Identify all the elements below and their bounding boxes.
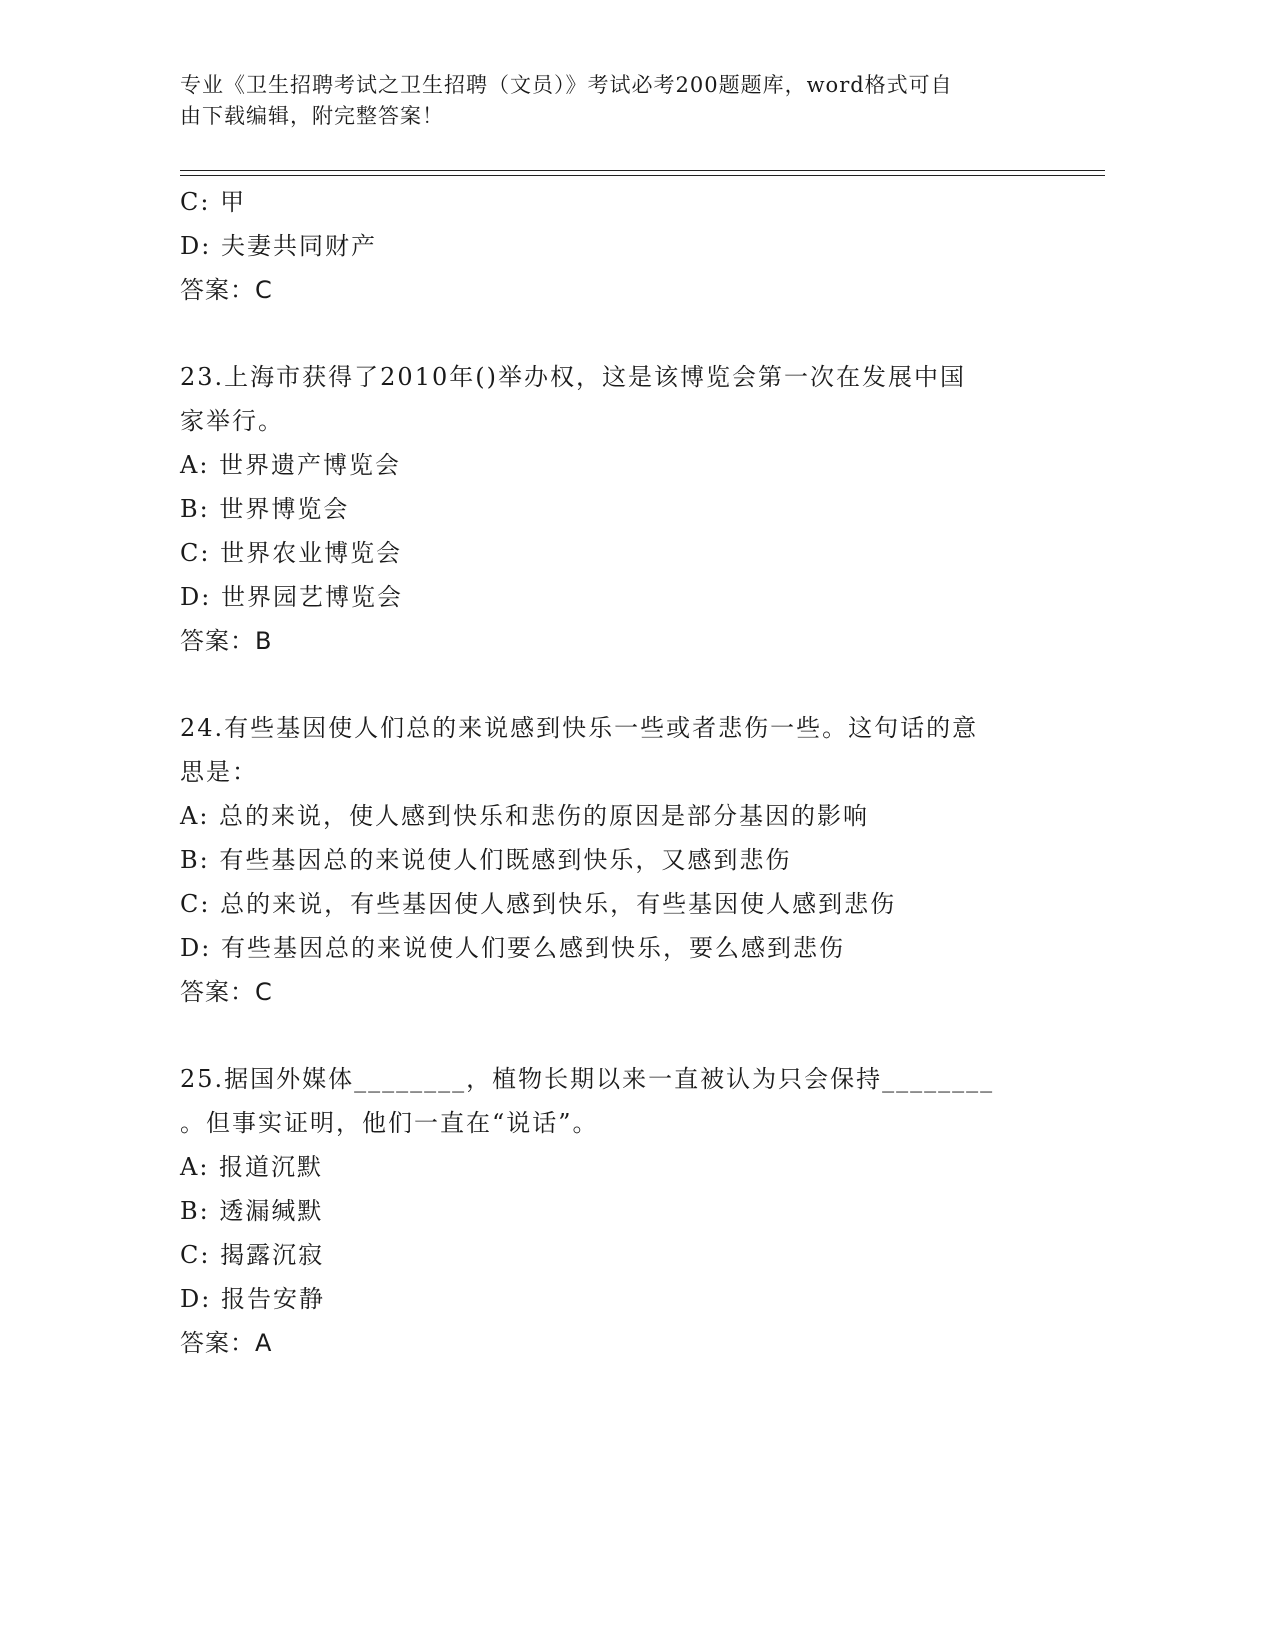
spacer: [180, 663, 1040, 706]
option-b: B: 透漏缄默: [180, 1197, 324, 1225]
question-25: [180, 1057, 1040, 1365]
option-a: A: 世界遗产博览会: [180, 451, 402, 479]
answer-line: 答案：C: [180, 978, 273, 1006]
option-d: D: 世界园艺博览会: [180, 583, 403, 611]
question-stem-line-1: 25.据国外媒体________，植物长期以来一直被认为只会保持________: [180, 1065, 995, 1093]
option-c: C: 揭露沉寂: [180, 1241, 325, 1269]
question-stem-line-2: 家举行。: [180, 407, 284, 435]
option-b: B: 有些基因总的来说使人们既感到快乐，又感到悲伤: [180, 846, 792, 874]
option-d: D: 夫妻共同财产: [180, 232, 377, 260]
header-divider-bottom: [180, 175, 1105, 176]
answer-line: 答案：B: [180, 627, 273, 655]
answer-line: 答案：C: [180, 276, 273, 304]
option-c: C: 甲: [180, 188, 247, 216]
question-stem-line-1: 24.有些基因使人们总的来说感到快乐一些或者悲伤一些。这句话的意: [180, 714, 979, 742]
option-a: A: 总的来说，使人感到快乐和悲伤的原因是部分基因的影响: [180, 802, 870, 830]
question-stem-line-2: 。但事实证明，他们一直在“说话”。: [180, 1109, 599, 1137]
option-b: B: 世界博览会: [180, 495, 350, 523]
option-d: D: 报告安静: [180, 1285, 325, 1313]
question-stem-line-2: 思是：: [180, 758, 258, 786]
header-divider-top: [180, 170, 1105, 171]
option-c: C: 总的来说，有些基因使人感到快乐，有些基因使人感到悲伤: [180, 890, 897, 918]
header-title-line-1: 专业《卫生招聘考试之卫生招聘（文员）》考试必考200题题库，word格式可自: [180, 73, 953, 97]
header-title-line-2: 由下载编辑，附完整答案！: [180, 104, 444, 128]
answer-line: 答案：A: [180, 1329, 273, 1357]
previous-question-fragment: [180, 180, 1040, 312]
option-c: C: 世界农业博览会: [180, 539, 403, 567]
spacer: [180, 312, 1040, 355]
option-a: A: 报道沉默: [180, 1153, 324, 1181]
spacer: [180, 1014, 1040, 1057]
option-d: D: 有些基因总的来说使人们要么感到快乐，要么感到悲伤: [180, 934, 845, 962]
document-header: [180, 70, 1040, 132]
question-stem-line-1: 23.上海市获得了2010年()举办权，这是该博览会第一次在发展中国: [180, 363, 966, 391]
question-23: [180, 355, 1040, 663]
document-body: [180, 180, 1040, 1365]
question-24: [180, 706, 1040, 1014]
